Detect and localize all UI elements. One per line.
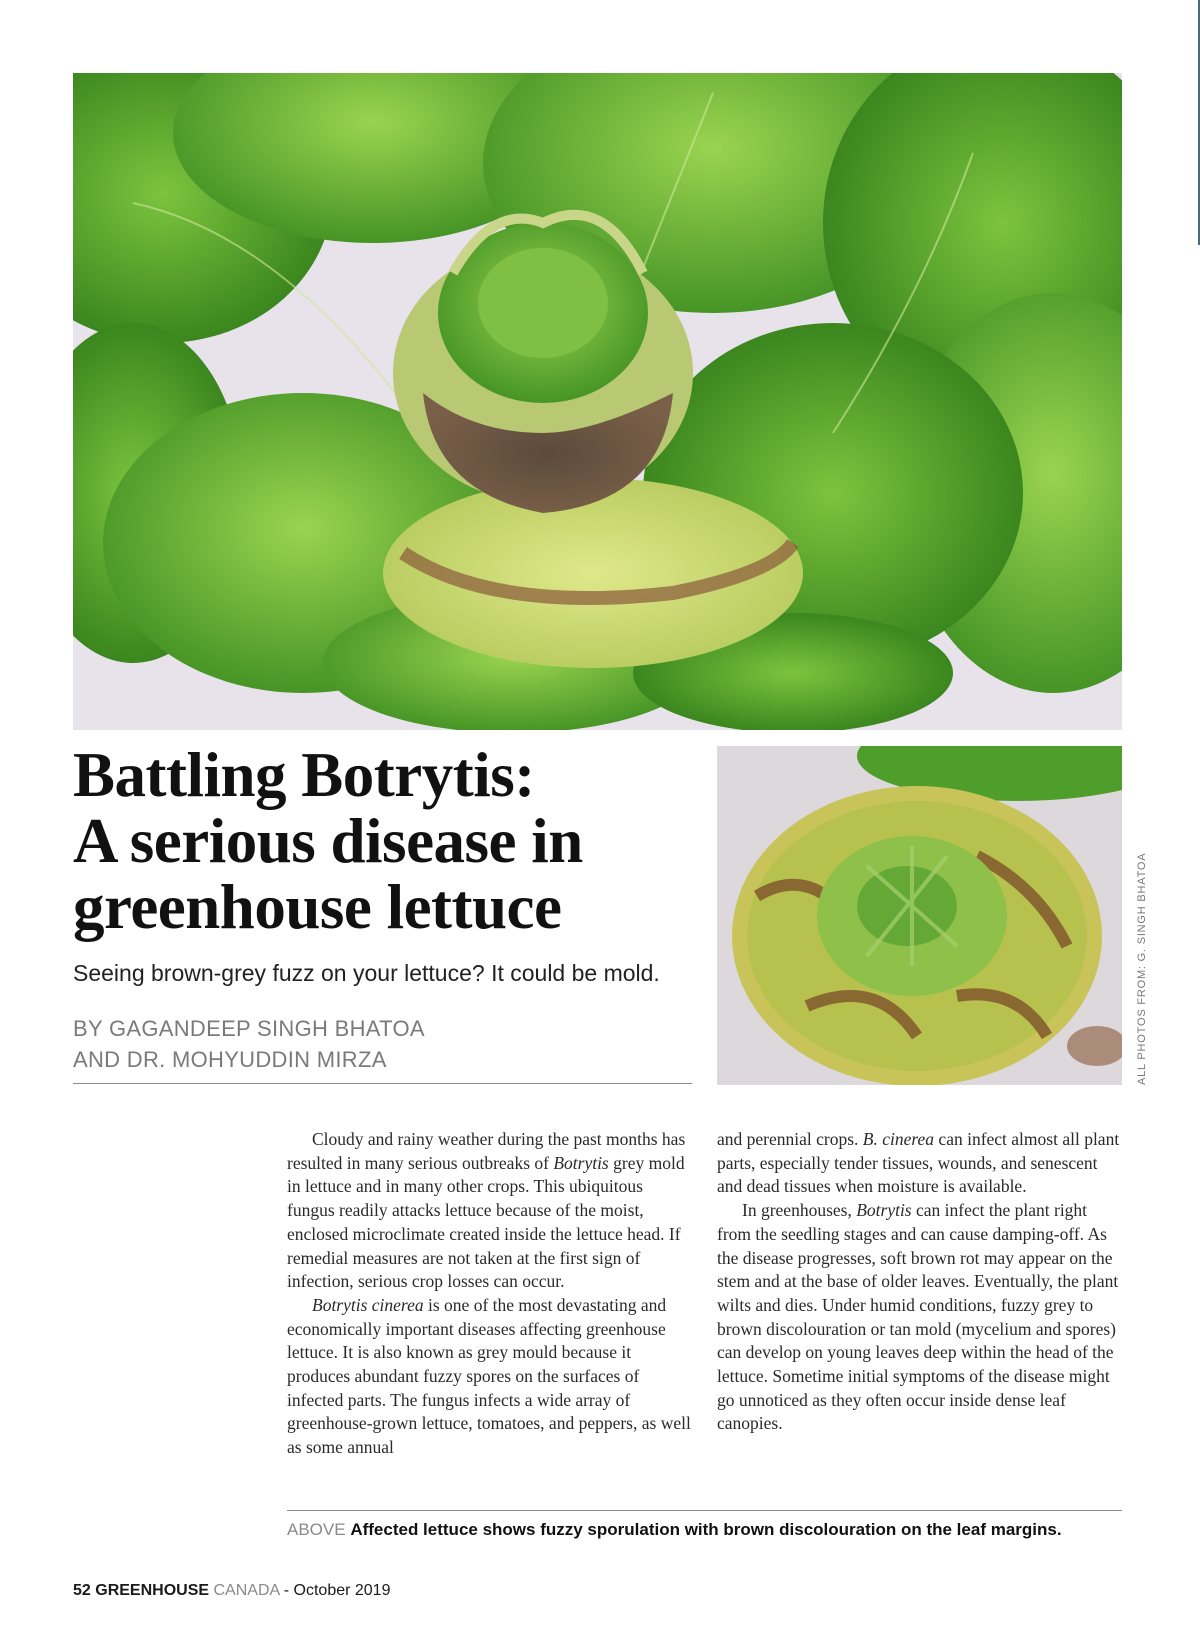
article-headline (73, 742, 713, 940)
photo-credit: ALL PHOTOS FROM: G. SINGH BHATOA (1136, 852, 1148, 1085)
headline-line-1: Battling Botrytis: (73, 740, 535, 810)
photo-caption (287, 1519, 1137, 1541)
headline-line-2: A serious disease in (73, 806, 583, 876)
page-folio (73, 1582, 390, 1600)
caption-text: Affected lettuce shows fuzzy sporulation with brown discolouration on the leaf margins. (350, 1520, 1062, 1539)
issue-date: - October 2019 (283, 1582, 391, 1599)
byline-line-2: AND DR. MOHYUDDIN MIRZA (73, 1047, 387, 1072)
lettuce-main-illustration (73, 73, 1122, 730)
magazine-name-light: CANADA (213, 1582, 280, 1599)
body-paragraph-1: Cloudy and rainy weather during the past months has resulted in many serious outbreaks of Botrytis grey mold in lettuce and in many other crops. This ubiquitous fungus readily attacks lettuce because of the moist, enclosed microclimate created inside the lettuce head. If remedial measures are not taken at the first sign of infection, serious crop losses can occur. (287, 1129, 686, 1292)
byline-line-1: BY GAGANDEEP SINGH BHATOA (73, 1016, 425, 1041)
page-number: 52 (73, 1582, 91, 1599)
body-paragraph-2-part-1: Botrytis cinerea is one of the most devastating and economically important diseases affecting greenhouse lettuce. It is also known as grey mould because it produces abundant fuzzy spores on the surfaces of infected parts. The fungus infects a wide array of greenhouse-grown lettuce, tomatoes, and peppers, as well as some annual (287, 1294, 691, 1458)
body-column-1 (287, 1128, 693, 1460)
lettuce-inset-illustration (717, 746, 1122, 1085)
body-paragraph-3: In greenhouses, Botrytis can infect the plant right from the seedling stages and can cause damping-off. As the disease progresses, soft brown rot may appear on the stem and at the base of older leaves. Eventually, the plant wilts and dies. Under humid conditions, fuzzy grey to brown discolouration or tan mold (mycelium and spores) can develop on young leaves deep within the head of the lettuce. Sometime initial symptoms of the disease might go unnoticed as they often occur inside dense leaf canopies. (717, 1200, 1119, 1434)
lettuce-inset-photo (717, 746, 1122, 1085)
body-column-2 (717, 1128, 1123, 1436)
headline-line-3: greenhouse lettuce (73, 872, 562, 942)
article-byline (73, 1013, 425, 1075)
caption-lead: ABOVE (287, 1520, 346, 1539)
caption-divider (287, 1510, 1122, 1511)
article-deck: Seeing brown-grey fuzz on your lettuce? It could be mold. (73, 960, 660, 986)
byline-divider (73, 1083, 692, 1084)
body-paragraph-2-part-2: and perennial crops. B. cinerea can infect almost all plant parts, especially tender tissues, wounds, and senescent and dead tissues when moisture is available. (717, 1129, 1120, 1197)
lettuce-main-photo (73, 73, 1122, 730)
magazine-name-bold: GREENHOUSE (95, 1582, 210, 1599)
